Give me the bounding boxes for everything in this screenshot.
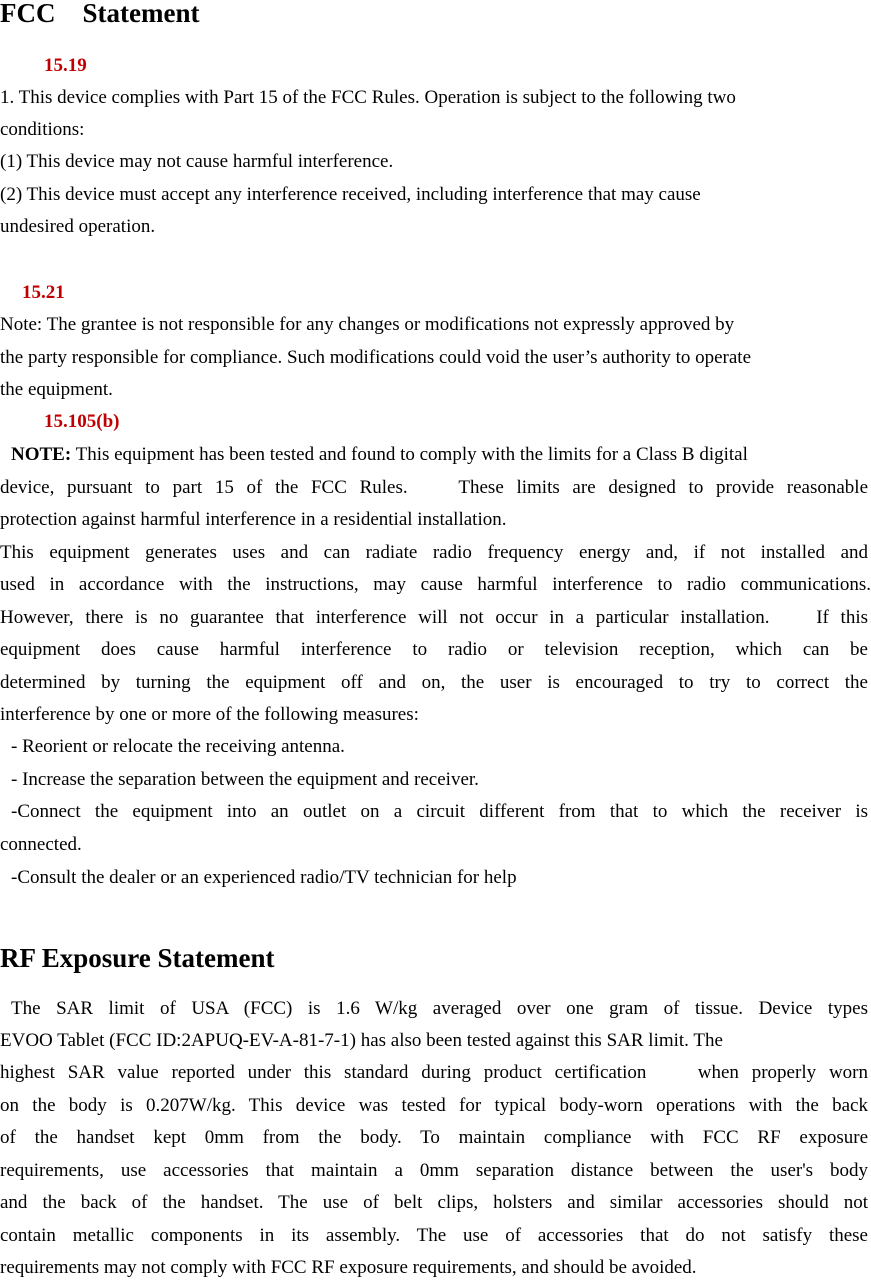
rf-exposure-line: highest SAR value reported under this standard during product certification when properly worn xyxy=(0,1062,868,1083)
section-15-21-line: Note: The grantee is not responsible for any changes or modifications not expressly approved by xyxy=(0,314,735,335)
section-15-19-line: 1. This device complies with Part 15 of the FCC Rules. Operation is subject to the following two xyxy=(0,87,736,108)
rf-exposure-line: and the back of the handset. The use of belt clips, holsters and similar accessories should not xyxy=(0,1192,868,1213)
section-15-105b-line: protection against harmful interference in a residential installation. xyxy=(0,509,507,530)
section-15-105b-line: equipment does cause harmful interference to radio or television reception, which can be xyxy=(0,639,868,660)
rf-exposure-line: The SAR limit of USA (FCC) is 1.6 W/kg averaged over one gram of tissue. Device types xyxy=(11,998,868,1019)
rf-exposure-line: requirements may not comply with FCC RF exposure requirements, and should be avoided. xyxy=(0,1257,697,1278)
section-15-105b-line: However, there is no guarantee that interference will not occur in a particular installation. If this xyxy=(0,607,868,628)
note-text: This equipment has been tested and found to comply with the limits for a Class B digital xyxy=(71,444,748,465)
rf-exposure-line: EVOO Tablet (FCC ID:2APUQ-EV-A-81-7-1) has also been tested against this SAR limit. The xyxy=(0,1030,723,1051)
section-15-105b-line: device, pursuant to part 15 of the FCC Rules. These limits are designed to provide reasonable xyxy=(0,477,868,498)
rf-exposure-heading: RF Exposure Statement xyxy=(0,943,275,973)
rf-exposure-line: of the handset kept 0mm from the body. To maintain compliance with FCC RF exposure xyxy=(0,1127,868,1148)
rf-exposure-line: contain metallic components in its assembly. The use of accessories that do not satisfy these xyxy=(0,1225,868,1246)
section-15-19-line: undesired operation. xyxy=(0,216,156,237)
note-label: NOTE: xyxy=(11,444,72,465)
rf-exposure-line: requirements, use accessories that maintain a 0mm separation distance between the user's body xyxy=(0,1160,868,1181)
section-15-21-line: the equipment. xyxy=(0,379,113,400)
section-15-105b-note-line xyxy=(11,443,868,467)
section-15-105b-number: 15.105(b) xyxy=(44,411,120,432)
section-15-19-line: (1) This device may not cause harmful interference. xyxy=(0,151,394,172)
section-15-105b-line: used in accordance with the instructions, may cause harmful interference to radio communications. xyxy=(0,574,871,595)
section-15-105b-line: determined by turning the equipment off and on, the user is encouraged to try to correct the xyxy=(0,672,868,693)
measure-item: -Consult the dealer or an experienced radio/TV technician for help xyxy=(11,867,517,888)
section-15-19-line: conditions: xyxy=(0,119,85,140)
measure-item: -Connect the equipment into an outlet on a circuit different from that to which the receiver is xyxy=(11,801,868,822)
rf-exposure-line: on the body is 0.207W/kg. This device was tested for typical body-worn operations with the back xyxy=(0,1095,868,1116)
section-15-19-number: 15.19 xyxy=(44,55,87,76)
section-15-19-line: (2) This device must accept any interference received, including interference that may cause xyxy=(0,184,701,205)
fcc-statement-heading: FCC Statement xyxy=(0,0,200,28)
measure-item: - Increase the separation between the equipment and receiver. xyxy=(11,769,479,790)
section-15-21-line: the party responsible for compliance. Such modifications could void the user’s authority to operate xyxy=(0,347,752,368)
section-15-105b-line: interference by one or more of the following measures: xyxy=(0,704,419,725)
measure-item: - Reorient or relocate the receiving antenna. xyxy=(11,736,345,757)
measure-item-continued: connected. xyxy=(0,834,82,855)
section-15-105b-line: This equipment generates uses and can radiate radio frequency energy and, if not installed and xyxy=(0,542,868,563)
section-15-21-number: 15.21 xyxy=(22,282,65,303)
